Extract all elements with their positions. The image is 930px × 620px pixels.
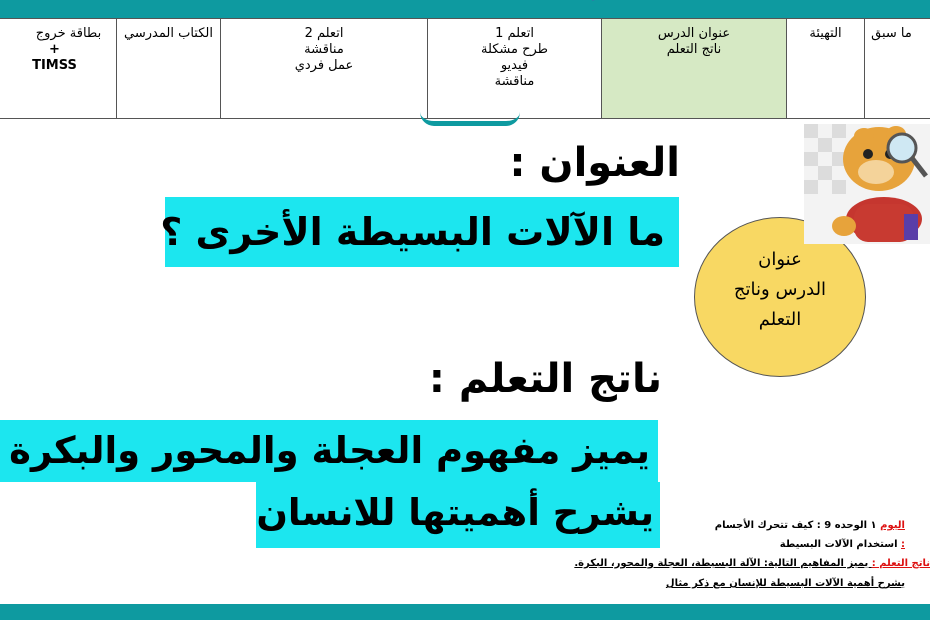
info-row-3-text: يميز المفاهيم التالية: الآلة البسيطة، العجلة والمحور، البكرة. [574, 558, 872, 569]
cell-textbook-line1: الكتاب المدرسي [124, 26, 213, 41]
info-row-1-text: ١ الوحده 9 : كيف تتحرك الأجسام [714, 520, 881, 531]
cell-exit-card-line3: TIMSS [32, 58, 77, 73]
info-row-4-text: يشرح أهمية الآلات البسيطة للإنسان مع ذكر مثال [665, 578, 905, 589]
info-row-3-label: ناتج التعلم : [871, 558, 930, 569]
bubble-line-3: التعلم [758, 309, 802, 330]
cell-learn-2-line1: اتعلم 2 [304, 26, 344, 41]
info-row-2-text: استخدام الآلات البسيطة [779, 539, 901, 550]
cell-textbook [117, 19, 221, 119]
bubble-line-1: عنوان [758, 249, 802, 270]
cell-exit-card-line2: + [49, 42, 60, 57]
lesson-plan-table [0, 18, 930, 119]
cell-exit-card-line1: بطاقة خروج [35, 26, 102, 41]
info-row-4 [666, 578, 905, 589]
outcome-label: ناتج التعلم : [428, 356, 662, 402]
bubble-line-2: الدرس وناتج [733, 279, 827, 300]
cell-prior-line1: ما سبق [871, 26, 912, 41]
bottom-bar [0, 604, 930, 620]
cell-learn-2 [221, 19, 428, 119]
cell-exit-card [0, 19, 117, 119]
title-label: العنوان : [509, 140, 680, 186]
info-row-1-label: اليوم [880, 520, 905, 531]
top-bar [0, 0, 930, 18]
cell-warmup-line1: التهيئة [809, 26, 842, 41]
cell-prior [865, 19, 930, 119]
cell-lesson-title [602, 19, 787, 119]
cell-learn-1-line4: مناقشة [494, 74, 535, 89]
cell-lesson-title-line1: عنوان الدرس [657, 26, 731, 41]
info-row-2 [780, 539, 905, 550]
info-row-2-label: : [901, 539, 905, 550]
speech-bubble-text [694, 245, 866, 335]
outcome-line-2 [256, 482, 660, 548]
cell-learn-2-line3: عمل فردي [294, 58, 354, 73]
cell-learn-1-line2: طرح مشكلة [480, 42, 549, 57]
cell-lesson-title-line2: ناتج التعلم [666, 42, 722, 57]
cell-learn-2-line2: مناقشة [304, 42, 344, 57]
info-row-1 [715, 520, 905, 531]
decorative-arc [420, 112, 520, 126]
cell-warmup [787, 19, 865, 119]
cell-learn-1 [428, 19, 602, 119]
mascot-illustration [804, 114, 930, 244]
outcome-line-2-text: يشرح أهميتها للانسان [256, 491, 654, 534]
outcome-line-1: يميز مفهوم العجلة والمحور والبكرة [0, 420, 658, 482]
cell-learn-1-line3: فيديو [500, 58, 529, 73]
info-row-3 [574, 558, 930, 569]
lesson-title: ما الآلات البسيطة الأخرى ؟ [165, 197, 679, 267]
cell-learn-1-line1: اتعلم 1 [495, 26, 534, 41]
